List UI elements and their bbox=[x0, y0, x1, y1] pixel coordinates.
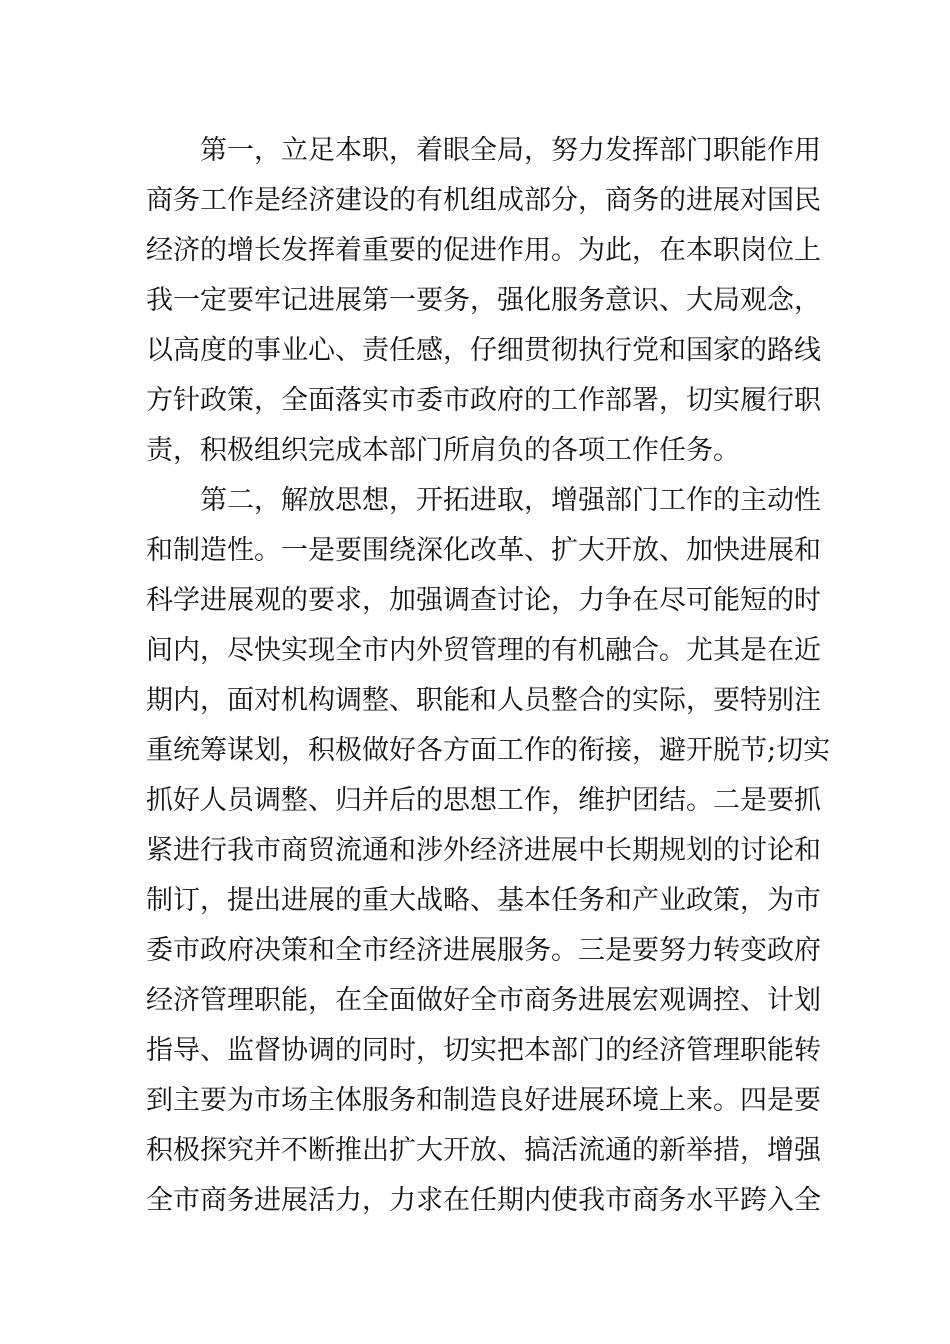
text-line: 积极探究并不断推出扩大开放、搞活流通的新举措，增强 bbox=[146, 1135, 821, 1166]
text-line: 到主要为市场主体服务和制造良好进展环境上来。四是要 bbox=[146, 1085, 821, 1116]
text-line: 期内，面对机构调整、职能和人员整合的实际，要特别注 bbox=[146, 685, 821, 716]
text-line: 经济管理职能，在全面做好全市商务进展宏观调控、计划 bbox=[146, 985, 821, 1016]
text-line: 经济的增长发挥着重要的促进作用。为此，在本职岗位上 bbox=[146, 235, 821, 266]
text-line: 委市政府决策和全市经济进展服务。三是要努力转变政府 bbox=[146, 935, 821, 966]
text-line: 制订，提出进展的重大战略、基本任务和产业政策，为市 bbox=[146, 885, 821, 916]
text-line: 我一定要牢记进展第一要务，强化服务意识、大局观念， bbox=[146, 285, 821, 316]
text-line: 和制造性。一是要围绕深化改革、扩大开放、加快进展和 bbox=[146, 535, 821, 566]
text-line: 商务工作是经济建设的有机组成部分，商务的进展对国民 bbox=[146, 185, 821, 216]
text-line: 抓好人员调整、归并后的思想工作，维护团结。二是要抓 bbox=[146, 785, 821, 816]
text-line: 全市商务进展活力，力求在任期内使我市商务水平跨入全 bbox=[146, 1185, 821, 1216]
text-line: 间内，尽快实现全市内外贸管理的有机融合。尤其是在近 bbox=[146, 635, 821, 666]
text-line: 指导、监督协调的同时，切实把本部门的经济管理职能转 bbox=[146, 1035, 821, 1066]
text-line: 科学进展观的要求，加强调查讨论，力争在尽可能短的时 bbox=[146, 585, 821, 616]
text-line: 以高度的事业心、责任感，仔细贯彻执行党和国家的路线 bbox=[146, 335, 821, 366]
text-line: 紧进行我市商贸流通和涉外经济进展中长期规划的讨论和 bbox=[146, 835, 821, 866]
text-line: 第一，立足本职，着眼全局，努力发挥部门职能作用 bbox=[200, 135, 821, 166]
text-line: 第二，解放思想，开拓进取，增强部门工作的主动性 bbox=[200, 485, 821, 516]
text-line: 责，积极组织完成本部门所肩负的各项工作任务。 bbox=[146, 435, 740, 466]
text-line: 重统筹谋划，积极做好各方面工作的衔接，避开脱节;切实 bbox=[146, 735, 831, 766]
text-line: 方针政策，全面落实市委市政府的工作部署，切实履行职 bbox=[146, 385, 821, 416]
